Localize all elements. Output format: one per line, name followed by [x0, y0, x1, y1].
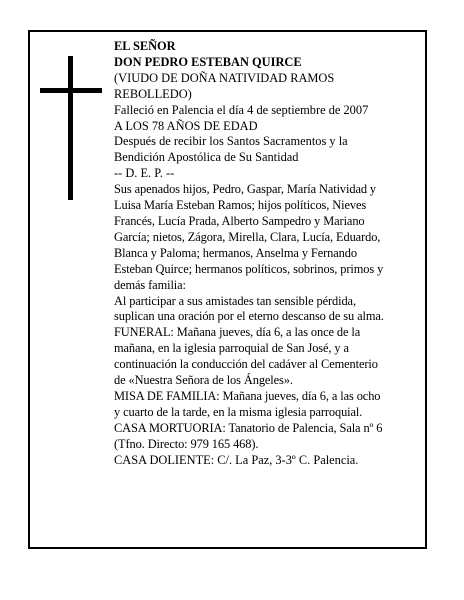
family-line: Luisa María Esteban Ramos; hijos políticos, Nieves — [114, 198, 367, 213]
request-line: suplican una oración por el eterno descanso de su alma. — [114, 309, 384, 324]
family-line: Blanca y Paloma; hermanos, Anselma y Fernando — [114, 245, 357, 260]
cross-horizontal-bar — [40, 88, 102, 93]
request-line: Al participar a sus amistades tan sensible pérdida, — [114, 293, 356, 308]
family-mass-line: MISA DE FAMILIA: Mañana jueves, día 6, a las ocho — [114, 388, 381, 403]
widower-line-2: REBOLLEDO) — [114, 86, 192, 101]
death-info: Falleció en Palencia el día 4 de septiembre de 2007 — [114, 102, 369, 117]
obituary-text — [114, 39, 419, 468]
deceased-title: EL SEÑOR — [114, 39, 176, 53]
family-line: Francés, Lucía Prada, Alberto Sampedro y Mariano — [114, 213, 365, 228]
family-line: Esteban Quirce; hermanos políticos, sobrinos, primos y — [114, 261, 384, 276]
funeral-line: de «Nuestra Señora de los Ángeles». — [114, 373, 293, 388]
age-line: A LOS 78 AÑOS DE EDAD — [114, 118, 258, 133]
family-line: García; nietos, Zágora, Mirella, Clara, Lucía, Eduardo, — [114, 229, 381, 244]
family-mass-line: y cuarto de la tarde, en la misma iglesia parroquial. — [114, 404, 363, 419]
deceased-name: DON PEDRO ESTEBAN QUIRCE — [114, 54, 302, 69]
family-line: Sus apenados hijos, Pedro, Gaspar, María Natividad y — [114, 182, 377, 197]
rip-line: -- D. E. P. -- — [114, 166, 175, 181]
obituary-notice — [28, 30, 427, 549]
funeral-line: FUNERAL: Mañana jueves, día 6, a las once de la — [114, 325, 361, 340]
cross-icon — [40, 56, 102, 200]
widower-line-1: (VIUDO DE DOÑA NATIVIDAD RAMOS — [114, 70, 335, 85]
sacraments-line-2: Bendición Apostólica de Su Santidad — [114, 150, 299, 165]
family-line: demás familia: — [114, 277, 186, 292]
cross-vertical-bar — [68, 56, 73, 200]
funeral-line: continuación la conducción del cadáver al Cementerio — [114, 357, 378, 372]
mortuary-line: CASA MORTUORIA: Tanatorio de Palencia, Sala nº 6 — [114, 420, 383, 435]
sacraments-line-1: Después de recibir los Santos Sacramentos y la — [114, 134, 348, 149]
funeral-line: mañana, en la iglesia parroquial de San José, y a — [114, 341, 349, 356]
mourning-house-line: CASA DOLIENTE: C/. La Paz, 3-3º C. Palencia. — [114, 452, 359, 467]
mortuary-line: (Tfno. Directo: 979 165 468). — [114, 436, 259, 451]
